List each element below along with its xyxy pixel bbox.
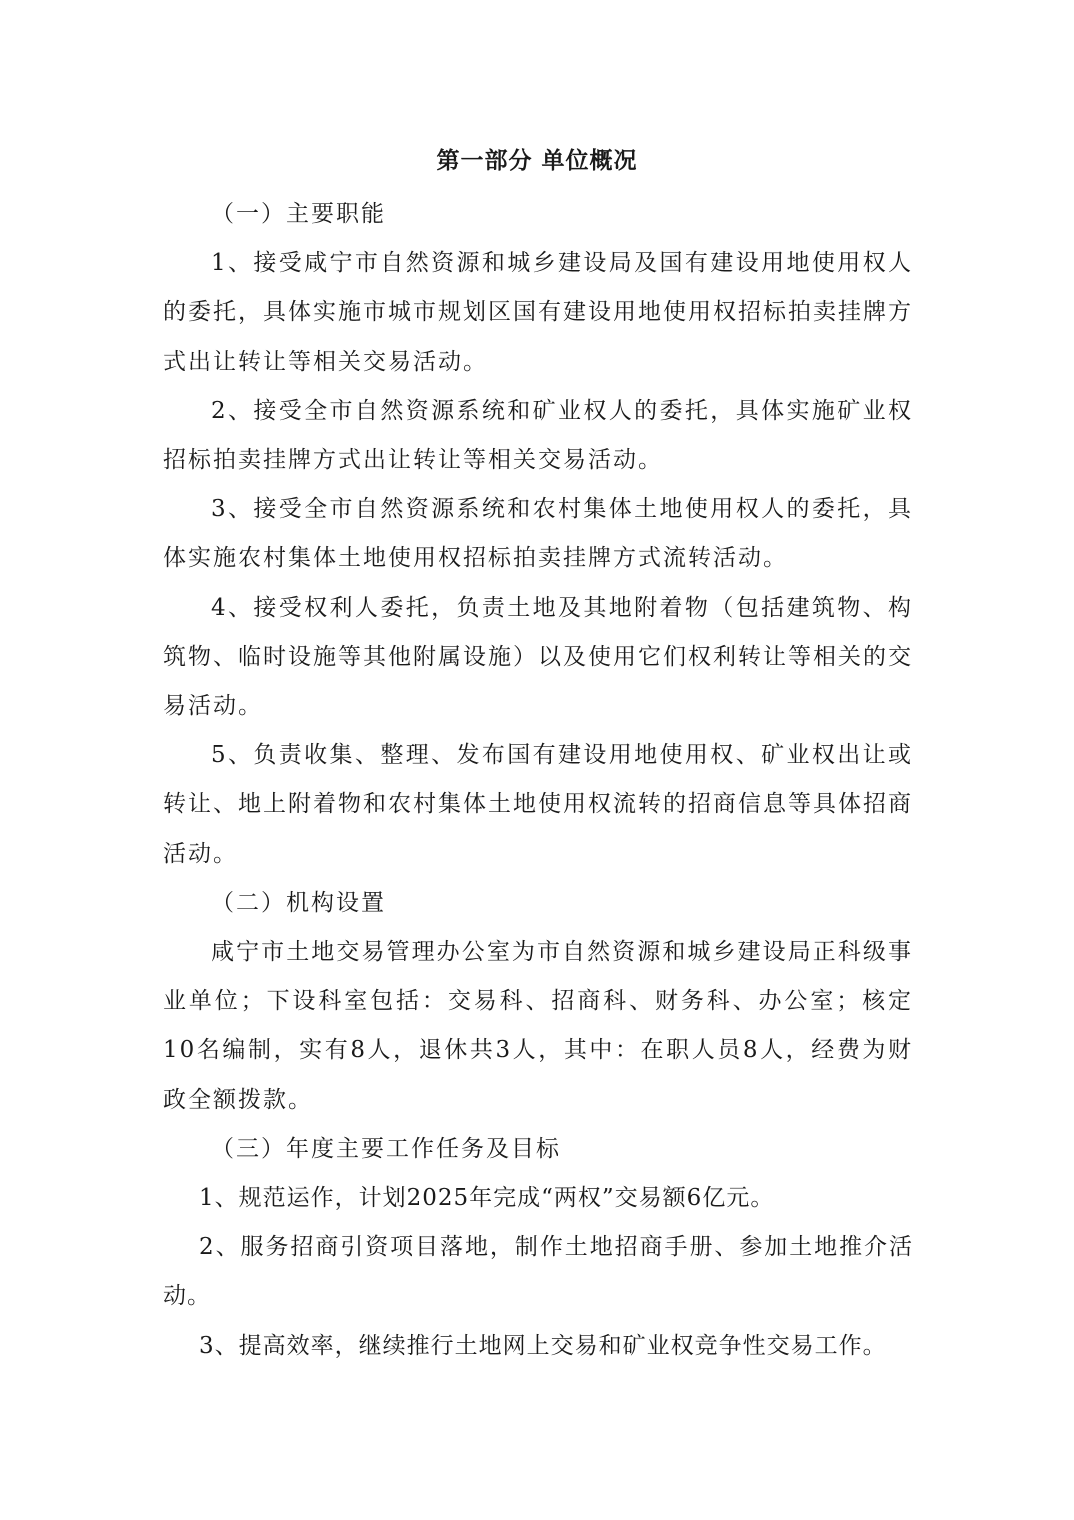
function-item-3: 3、接受全市自然资源系统和农村集体土地使用权人的委托，具体实施农村集体土地使用权招标拍卖挂牌方式流转活动。 — [163, 496, 913, 572]
function-item-2: 2、接受全市自然资源系统和矿业权人的委托，具体实施矿业权招标拍卖挂牌方式出让转让等相关交易活动。 — [163, 397, 913, 474]
task-item-2: 2、服务招商引资项目落地，制作土地招商手册、参加土地推介活动。 — [163, 1234, 913, 1310]
function-item-4: 4、接受权利人委托，负责土地及其地附着物（包括建筑物、构筑物、临时设施等其他附属设施）以及使用它们权利转让等相关的交易活动。 — [163, 594, 913, 720]
section-heading-organization: （二）机构设置 — [211, 889, 386, 916]
document-body — [163, 190, 913, 1371]
section-heading-functions: （一）主要职能 — [211, 201, 386, 227]
function-item-5: 5、负责收集、整理、发布国有建设用地使用权、矿业权出让或转让、地上附着物和农村集体土地使用权流转的招商信息等具体招商活动。 — [163, 742, 913, 867]
function-item-1: 1、接受咸宁市自然资源和城乡建设局及国有建设用地使用权人的委托，具体实施市城市规划区国有建设用地使用权招标拍卖挂牌方式出让转让等相关交易活动。 — [163, 250, 913, 375]
organization-paragraph: 咸宁市土地交易管理办公室为市自然资源和城乡建设局正科级事业单位；下设科室包括：交易科、招商科、财务科、办公室；核定10名编制，实有8人，退休共3人，其中：在职人员8人，经费为财政全额拨款。 — [163, 939, 913, 1113]
document-title: 第一部分 单位概况 — [436, 148, 638, 174]
task-item-1: 1、规范运作，计划2025年完成“两权”交易额6亿元。 — [199, 1185, 775, 1212]
section-heading-tasks: （三）年度主要工作任务及目标 — [211, 1135, 561, 1162]
task-item-3: 3、提高效率，继续推行土地网上交易和矿业权竞争性交易工作。 — [199, 1332, 887, 1359]
